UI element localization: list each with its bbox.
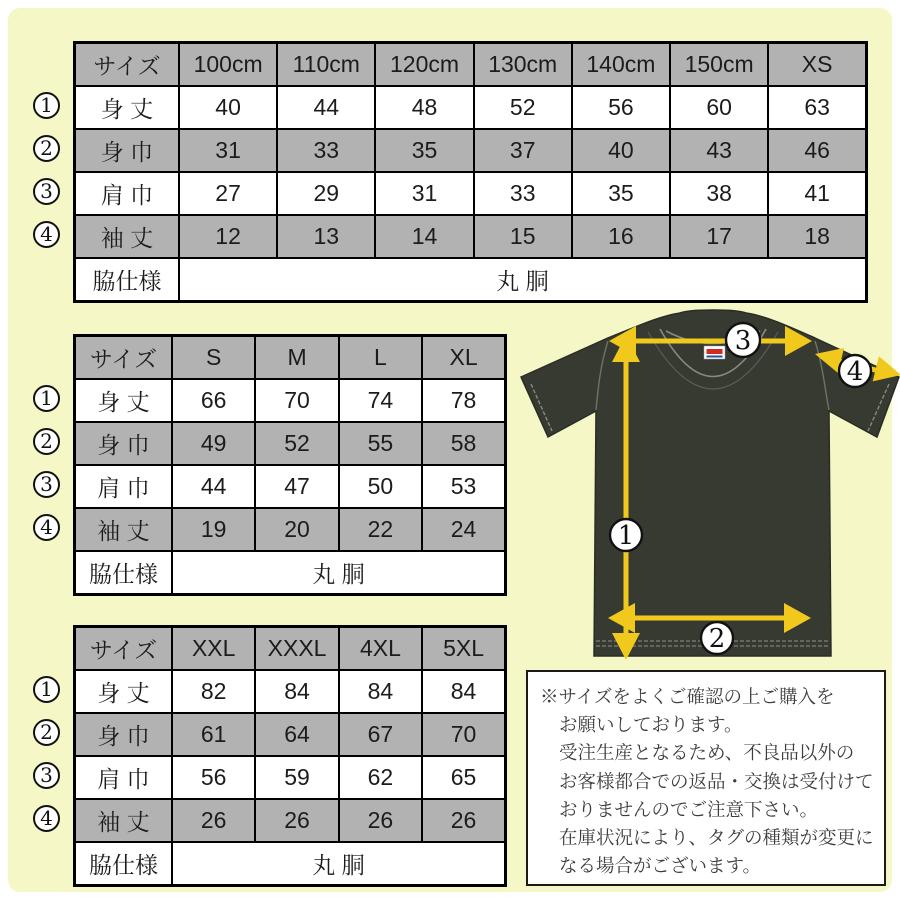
size-column-header: 140cm (572, 43, 670, 87)
size-column-header: XXL (172, 627, 255, 671)
note-line: おりませんのでご注意下さい。 (559, 798, 819, 820)
note-line: ※サイズをよくご確認の上ご購入を (540, 686, 835, 707)
measure-label: 袖 丈 (75, 215, 180, 258)
measure-value: 67 (339, 713, 422, 756)
callout-3-number: 3 (734, 326, 752, 356)
note-line: 在庫状況により、タグの種類が変更に (559, 827, 874, 849)
measure-value: 64 (255, 713, 338, 756)
size-table-big-block (40, 625, 507, 887)
row-callout-3: 3 (33, 471, 60, 498)
measure-value: 46 (768, 129, 866, 172)
measure-value: 18 (768, 215, 866, 258)
measure-value: 22 (339, 508, 422, 551)
measure-value: 82 (172, 670, 255, 713)
brand-tag (704, 346, 725, 359)
row-callout-2: 2 (33, 135, 60, 162)
size-column-header: XS (768, 43, 866, 87)
size-column-header: 150cm (670, 43, 768, 87)
size-corner-label: サイズ (75, 627, 173, 671)
measure-value: 60 (670, 86, 768, 129)
size-corner-label: サイズ (75, 336, 173, 380)
size-corner-label: サイズ (75, 43, 180, 87)
measure-value: 26 (422, 799, 505, 842)
row-callout-4: 4 (33, 805, 60, 832)
measure-value: 63 (768, 86, 866, 129)
measure-value: 44 (172, 465, 255, 508)
size-column-header: 4XL (339, 627, 422, 671)
side-spec-label: 脇仕様 (75, 551, 173, 595)
size-chart-panel (8, 8, 892, 892)
measure-label: 身 巾 (75, 713, 173, 756)
size-column-header: 110cm (277, 43, 375, 87)
measure-value: 26 (339, 799, 422, 842)
row-callout-4: 4 (33, 221, 60, 248)
diagram-callout-3 (726, 323, 760, 357)
measure-value: 70 (422, 713, 505, 756)
callout-1-number: 1 (617, 521, 635, 551)
measure-value: 52 (255, 422, 338, 465)
measure-value: 33 (474, 172, 572, 215)
callout-2-number: 2 (708, 624, 726, 654)
measure-value: 78 (422, 379, 505, 422)
measure-value: 26 (255, 799, 338, 842)
row-callout-3: 3 (33, 762, 60, 789)
measure-value: 53 (422, 465, 505, 508)
measure-value: 47 (255, 465, 338, 508)
measure-value: 40 (572, 129, 670, 172)
measure-value: 56 (172, 756, 255, 799)
measure-label: 身 丈 (75, 86, 180, 129)
measure-value: 15 (474, 215, 572, 258)
measure-value: 20 (255, 508, 338, 551)
note-line: お願いしております。 (559, 714, 743, 736)
size-column-header: L (339, 336, 422, 380)
measure-value: 84 (255, 670, 338, 713)
measure-value: 44 (277, 86, 375, 129)
note-line: なる場合がございます。 (559, 855, 762, 877)
row-callout-4: 4 (33, 514, 60, 541)
measure-label: 身 巾 (75, 129, 180, 172)
measure-value: 17 (670, 215, 768, 258)
measure-value: 56 (572, 86, 670, 129)
measure-value: 12 (179, 215, 277, 258)
measure-value: 14 (375, 215, 473, 258)
row-callout-1: 1 (33, 92, 60, 119)
measure-value: 16 (572, 215, 670, 258)
measure-label: 肩 巾 (75, 172, 180, 215)
measure-value: 37 (474, 129, 572, 172)
measure-value: 70 (255, 379, 338, 422)
size-column-header: S (172, 336, 255, 380)
size-column-header: XL (422, 336, 505, 380)
size-column-header: 130cm (474, 43, 572, 87)
measure-value: 35 (375, 129, 473, 172)
measure-label: 身 丈 (75, 670, 173, 713)
measure-value: 27 (179, 172, 277, 215)
measure-value: 41 (768, 172, 866, 215)
size-column-header: 100cm (179, 43, 277, 87)
measure-value: 50 (339, 465, 422, 508)
measure-value: 48 (375, 86, 473, 129)
size-column-header: 120cm (375, 43, 473, 87)
row-callout-3: 3 (33, 178, 60, 205)
row-callout-2: 2 (33, 428, 60, 455)
size-table-kids-block (40, 41, 868, 303)
diagram-callout-1 (610, 519, 642, 551)
side-spec-value: 丸 胴 (172, 842, 506, 886)
measure-value: 55 (339, 422, 422, 465)
measure-value: 49 (172, 422, 255, 465)
measure-label: 身 巾 (75, 422, 173, 465)
row-callout-2: 2 (33, 719, 60, 746)
measure-value: 35 (572, 172, 670, 215)
measure-value: 52 (474, 86, 572, 129)
size-table-kids (73, 41, 868, 303)
measure-label: 袖 丈 (75, 508, 173, 551)
diagram-callout-4 (839, 355, 871, 387)
measure-label: 身 丈 (75, 379, 173, 422)
measure-value: 26 (172, 799, 255, 842)
measure-value: 58 (422, 422, 505, 465)
measure-value: 38 (670, 172, 768, 215)
measure-value: 65 (422, 756, 505, 799)
measure-value: 84 (339, 670, 422, 713)
note-line: お客様都合での返品・交換は受付けて (559, 770, 874, 792)
measure-value: 59 (255, 756, 338, 799)
measure-value: 31 (179, 129, 277, 172)
size-table-adult-block (40, 334, 507, 596)
measure-label: 肩 巾 (75, 756, 173, 799)
measure-value: 61 (172, 713, 255, 756)
size-column-header: M (255, 336, 338, 380)
row-callout-1: 1 (33, 676, 60, 703)
measure-value: 33 (277, 129, 375, 172)
purchase-note-box (526, 670, 886, 886)
callout-4-number: 4 (846, 357, 864, 387)
side-spec-label: 脇仕様 (75, 842, 173, 886)
measure-label: 肩 巾 (75, 465, 173, 508)
side-spec-label: 脇仕様 (75, 258, 180, 302)
measure-value: 66 (172, 379, 255, 422)
diagram-callout-2 (701, 622, 733, 654)
tshirt-measure-diagram (508, 304, 900, 674)
row-callout-1: 1 (33, 385, 60, 412)
note-line: 受注生産となるため、不良品以外の (559, 742, 855, 764)
measure-value: 19 (172, 508, 255, 551)
size-column-header: 5XL (422, 627, 505, 671)
measure-value: 43 (670, 129, 768, 172)
measure-value: 62 (339, 756, 422, 799)
side-spec-value: 丸 胴 (179, 258, 867, 302)
side-spec-value: 丸 胴 (172, 551, 506, 595)
measure-value: 13 (277, 215, 375, 258)
measure-value: 31 (375, 172, 473, 215)
measure-value: 24 (422, 508, 505, 551)
size-column-header: XXXL (255, 627, 338, 671)
measure-value: 74 (339, 379, 422, 422)
size-table-adult (73, 334, 507, 596)
tshirt-graphic (508, 304, 900, 674)
measure-value: 29 (277, 172, 375, 215)
measure-label: 袖 丈 (75, 799, 173, 842)
measure-value: 40 (179, 86, 277, 129)
size-table-big (73, 625, 507, 887)
measure-value: 84 (422, 670, 505, 713)
